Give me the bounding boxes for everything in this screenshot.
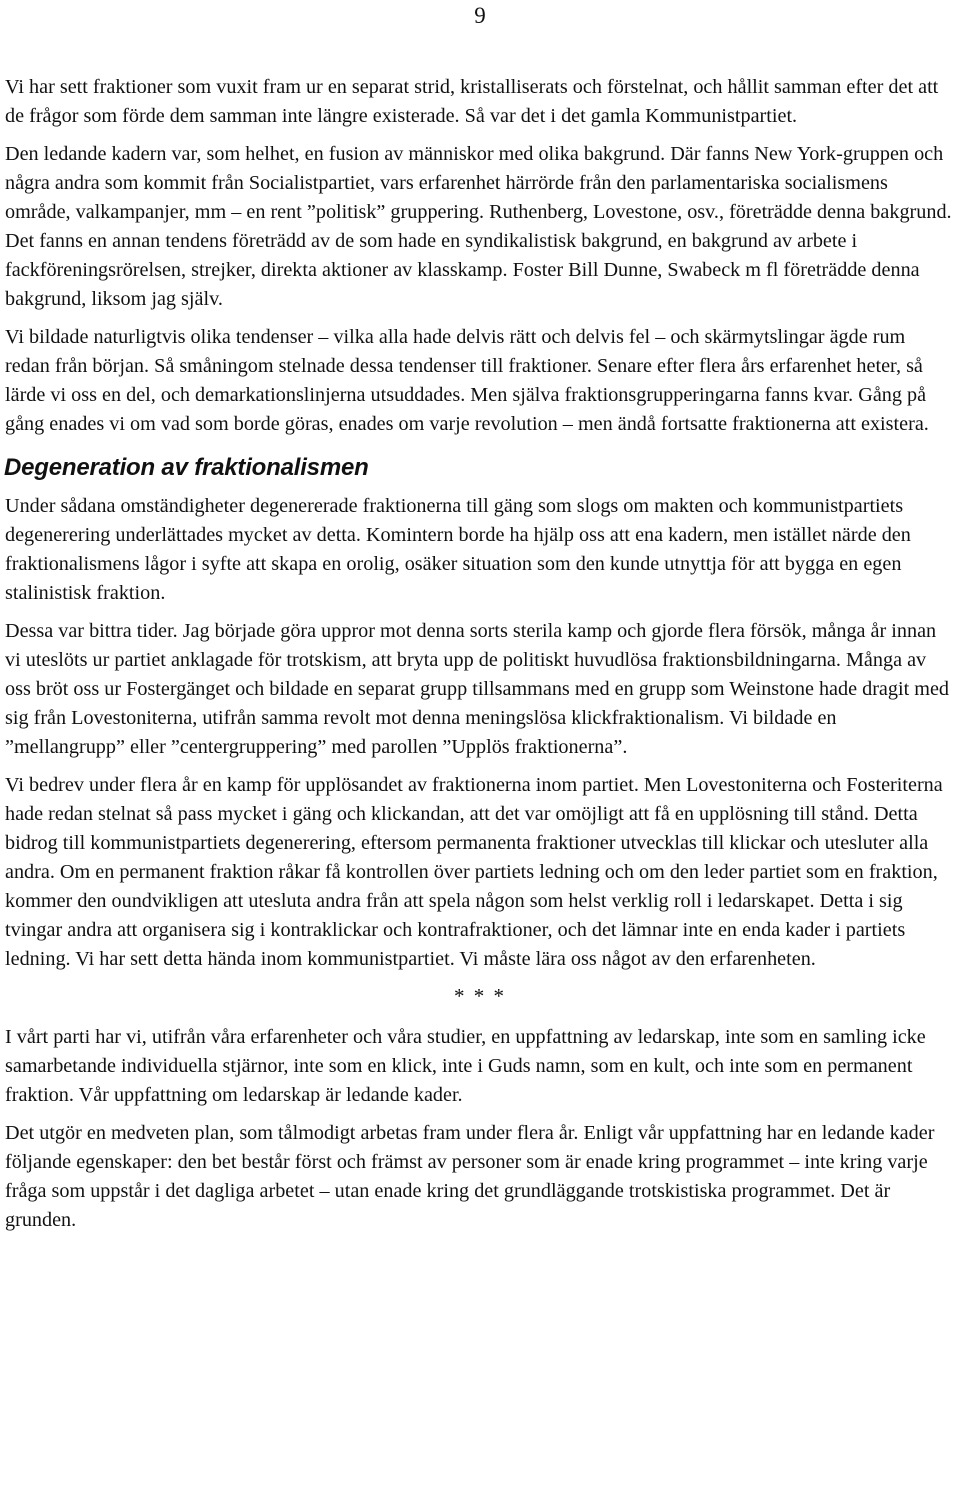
section-heading: Degeneration av fraktionalismen — [4, 454, 369, 481]
paragraph: Vi bedrev under flera år en kamp för upplösandet av fraktionerna inom partiet. Men Lovestoniterna och Fosteriterna hade redan stelnat så pass mycket i gäng och klickandan, att det var omöjligt att få en upplösning till stånd. Detta bidrog till kommunistpartiets degenerering, eftersom permanenta fraktioner utvecklas till klickar och utesluter alla andra. Om en permanent fraktion råkar få kontrollen över partiets ledning och om den leder partiet som en fraktion, kommer den oundvikligen att utesluta andra från att spela någon som helst verklig roll i ledarskapet. Detta i sig tvingar andra att organisera sig i kontraklickar och kontrafraktioner, och det lämnar inte en enda kader i partiets ledning. Vi har sett detta hända inom kommunistpartiet. Vi måste lära oss något av den erfarenheten. — [5, 774, 943, 970]
paragraph: Dessa var bittra tider. Jag började göra uppror mot denna sorts sterila kamp och gjorde flera försök, många år innan vi uteslöts ur partiet anklagade för trotskism, att bryta upp de politiskt huvudlösa fraktionsbildningarna. Många av oss bröt oss ur Fostergänget och bildade en separat grupp tillsammans med en grupp som Weinstone hade dragit med sig från Lovestoniterna, utifrån samma revolt mot denna meningslösa klickfraktionalism. Vi bildade en ”mellangrupp” eller ”centergruppering” med parollen ”Upplös fraktionerna”. — [5, 620, 950, 758]
paragraph: Den ledande kadern var, som helhet, en fusion av människor med olika bakgrund. Där fanns New York-gruppen och några andra som kommit från Socialistpartiet, vars erfarenhet härrörde från den parlamentariska socialismens område, valkampanjer, mm – en rent ”politisk” gruppering. Ruthenberg, Lovestone, osv., företrädde denna bakgrund. Det fanns en annan tendens företrädd av de som hade en syndikalistisk bakgrund, en bakgrund av arbete i fackföreningsrörelsen, strejker, direkta aktioner av klasskamp. Foster Bill Dunne, Swabeck m fl företrädde denna bakgrund, liksom jag själv. — [5, 143, 952, 310]
section-separator: * * * — [454, 984, 506, 1008]
paragraph: Det utgör en medveten plan, som tålmodigt arbetas fram under flera år. Enligt vår uppfattning har en ledande kader följande egenskaper: den bet består först och främst av personer som är enade kring programmet – inte kring varje fråga som uppstår i det dagliga arbetet – utan enade kring det grundläggande trotskistiska programmet. Det är grunden. — [5, 1122, 935, 1231]
paragraph: Under sådana omständigheter degenererade fraktionerna till gäng som slogs om makten och kommunistpartiets degenerering underlättades mycket av detta. Komintern borde ha hjälp oss att ena kadern, men istället närde den fraktionalismens lågor i syfte att skapa en orolig, osäker situation som den kunde utnyttja för att bygga en egen stalinistisk fraktion. — [5, 495, 911, 604]
paragraph: Vi bildade naturligtvis olika tendenser – vilka alla hade delvis rätt och delvis fel – och skärmytslingar ägde rum redan från början. Så småningom stelnade dessa tendenser till fraktioner. Senare efter flera års erfarenhet heter, så lärde vi oss en del, och demarkationslinjerna utsuddades. Men själva fraktionsgrupperingarna fanns kvar. Gång på gång enades vi om vad som borde göras, enades om varje revolution – men ändå fortsatte fraktionerna att existera. — [5, 326, 929, 435]
page-number: 9 — [474, 3, 486, 28]
paragraph: I vårt parti har vi, utifrån våra erfarenheter och våra studier, en uppfattning av ledarskap, inte som en samling icke samarbetande individuella stjärnor, inte som en klick, inte i Guds namn, som en kult, och inte som en permanent fraktion. Vår uppfattning om ledarskap är ledande kader. — [5, 1026, 926, 1106]
paragraph: Vi har sett fraktioner som vuxit fram ur en separat strid, kristalliserats och förstelnat, och hållit samman efter det att de frågor som förde dem samman inte längre existerade. Så var det i det gamla Kommunistpartiet. — [5, 76, 939, 127]
page-body — [5, 73, 955, 1244]
